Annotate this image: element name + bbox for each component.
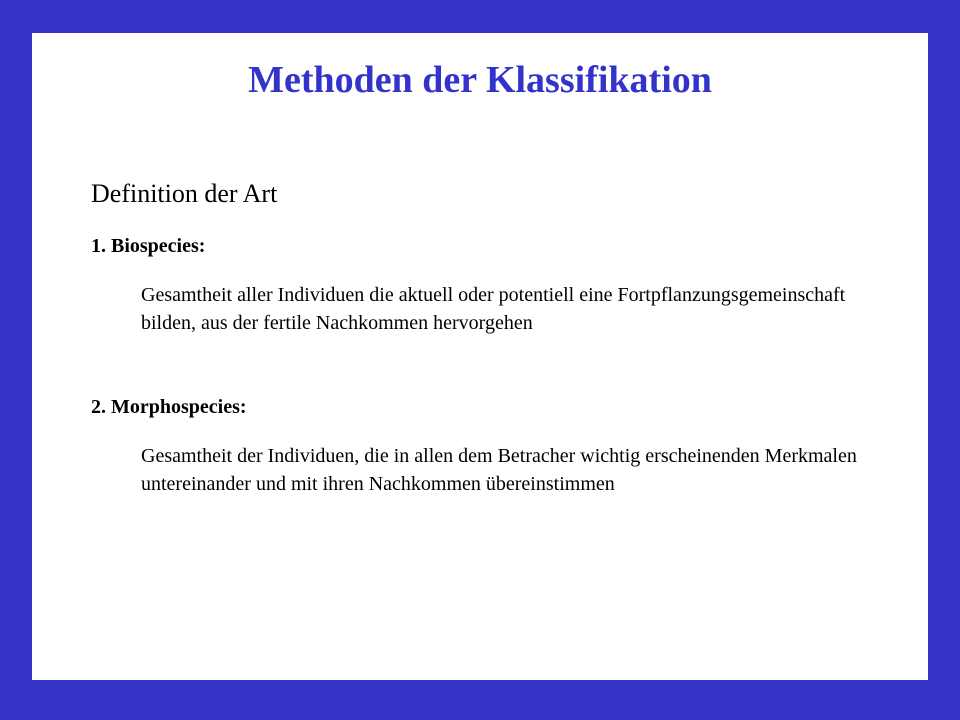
definition-heading: Definition der Art — [91, 179, 278, 208]
biospecies-definition: Gesamtheit aller Individuen die aktuell oder potentiell eine Fortpflanzungsgemeinschaft bilden, aus der fertile Nachkommen hervorgehen — [141, 284, 846, 334]
morphospecies-label: 2. Morphospecies: — [91, 396, 247, 418]
slide-title: Methoden der Klassifikation — [248, 59, 712, 101]
slide-canvas — [32, 33, 928, 680]
biospecies-label: 1. Biospecies: — [91, 235, 206, 257]
morphospecies-definition: Gesamtheit der Individuen, die in allen dem Betracher wichtig erscheinenden Merkmalen untereinander und mit ihren Nachkommen übereinstimmen — [141, 445, 857, 495]
